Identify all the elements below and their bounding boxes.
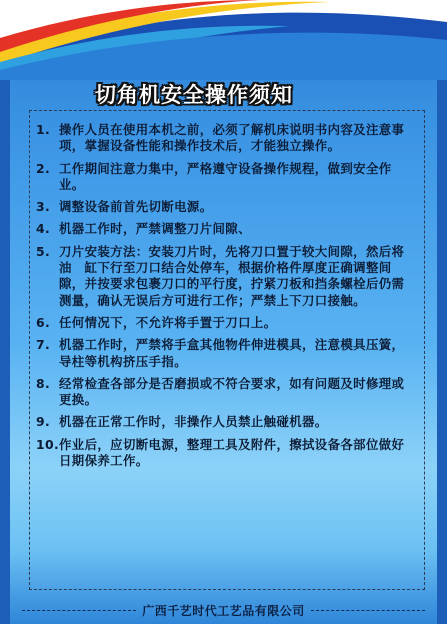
left-border-strip: [0, 0, 10, 624]
rule-item: [36, 414, 416, 430]
rule-number: 3.: [36, 199, 51, 215]
right-border-strip: [437, 0, 447, 624]
rule-item: [36, 122, 416, 155]
rule-item: [36, 199, 416, 215]
company-name: 广西千艺时代工艺品有限公司: [142, 603, 305, 618]
rule-item: [36, 337, 416, 370]
rule-text: 机器工作时，严禁调整刀片间隙、: [59, 221, 251, 237]
rule-text: 机器工作时，严禁将手盒其他物件伸进模具，注意模具压簧，导柱等机构挤压手指。: [59, 337, 405, 369]
rule-text: 工作期间注意力集中，严格遵守设备操作规程，做到安全作业。: [59, 160, 392, 192]
rules-list: [36, 122, 416, 475]
rule-number: 7.: [36, 337, 51, 353]
rule-item: [36, 437, 416, 470]
title-container: [95, 80, 293, 110]
rule-number: 8.: [36, 375, 51, 391]
rule-text: 经常检查各部分是否磨损或不符合要求，如有问题及时修理或更换。: [59, 375, 405, 408]
rule-item: [36, 315, 416, 331]
rule-number: 6.: [36, 314, 51, 330]
footer-divider-left: [22, 610, 136, 611]
rule-number: 9.: [36, 414, 51, 430]
footer: [0, 599, 447, 621]
decorative-swoosh-icon: [0, 0, 447, 80]
rule-text: 机器在正常工作时，非操作人员禁止触碰机器。: [59, 414, 328, 430]
rule-number: 5.: [36, 243, 51, 259]
rule-text: 操作人员在使用本机之前，必须了解机床说明书内容及注意事项，掌握设备性能和操作技术后，才能独立操作。: [59, 122, 405, 154]
rule-item: [36, 244, 416, 309]
rule-number: 10.: [36, 436, 60, 452]
rule-item: [36, 161, 416, 194]
rule-text: 任何情况下，不允许将手置于刀口上。: [59, 314, 277, 330]
footer-divider-right: [311, 610, 425, 611]
rule-number: 4.: [36, 221, 51, 237]
rule-item: [36, 221, 416, 237]
rule-text: 调整设备前首先切断电源。: [59, 199, 213, 215]
rule-number: 2.: [36, 160, 51, 176]
rule-text: 作业后，应切断电源，整理工具及附件，擦拭设备各部位做好日期保养工作。: [59, 436, 405, 469]
rule-number: 1.: [36, 122, 51, 137]
rule-item: [36, 376, 416, 409]
poster-title: 切角机安全操作须知: [95, 83, 293, 107]
rule-text: 刀片安装方法：安装刀片时，先将刀口置于较大间隙，然后将油 缸下行至刀口结合处停车，根据价格件厚度正确调整间隙，并按要求包裹刀口的平行度，拧紧刀板和挡条螺栓后仍需测量，确认无误后方可进行工作；严禁上下刀口接触。: [59, 243, 405, 308]
